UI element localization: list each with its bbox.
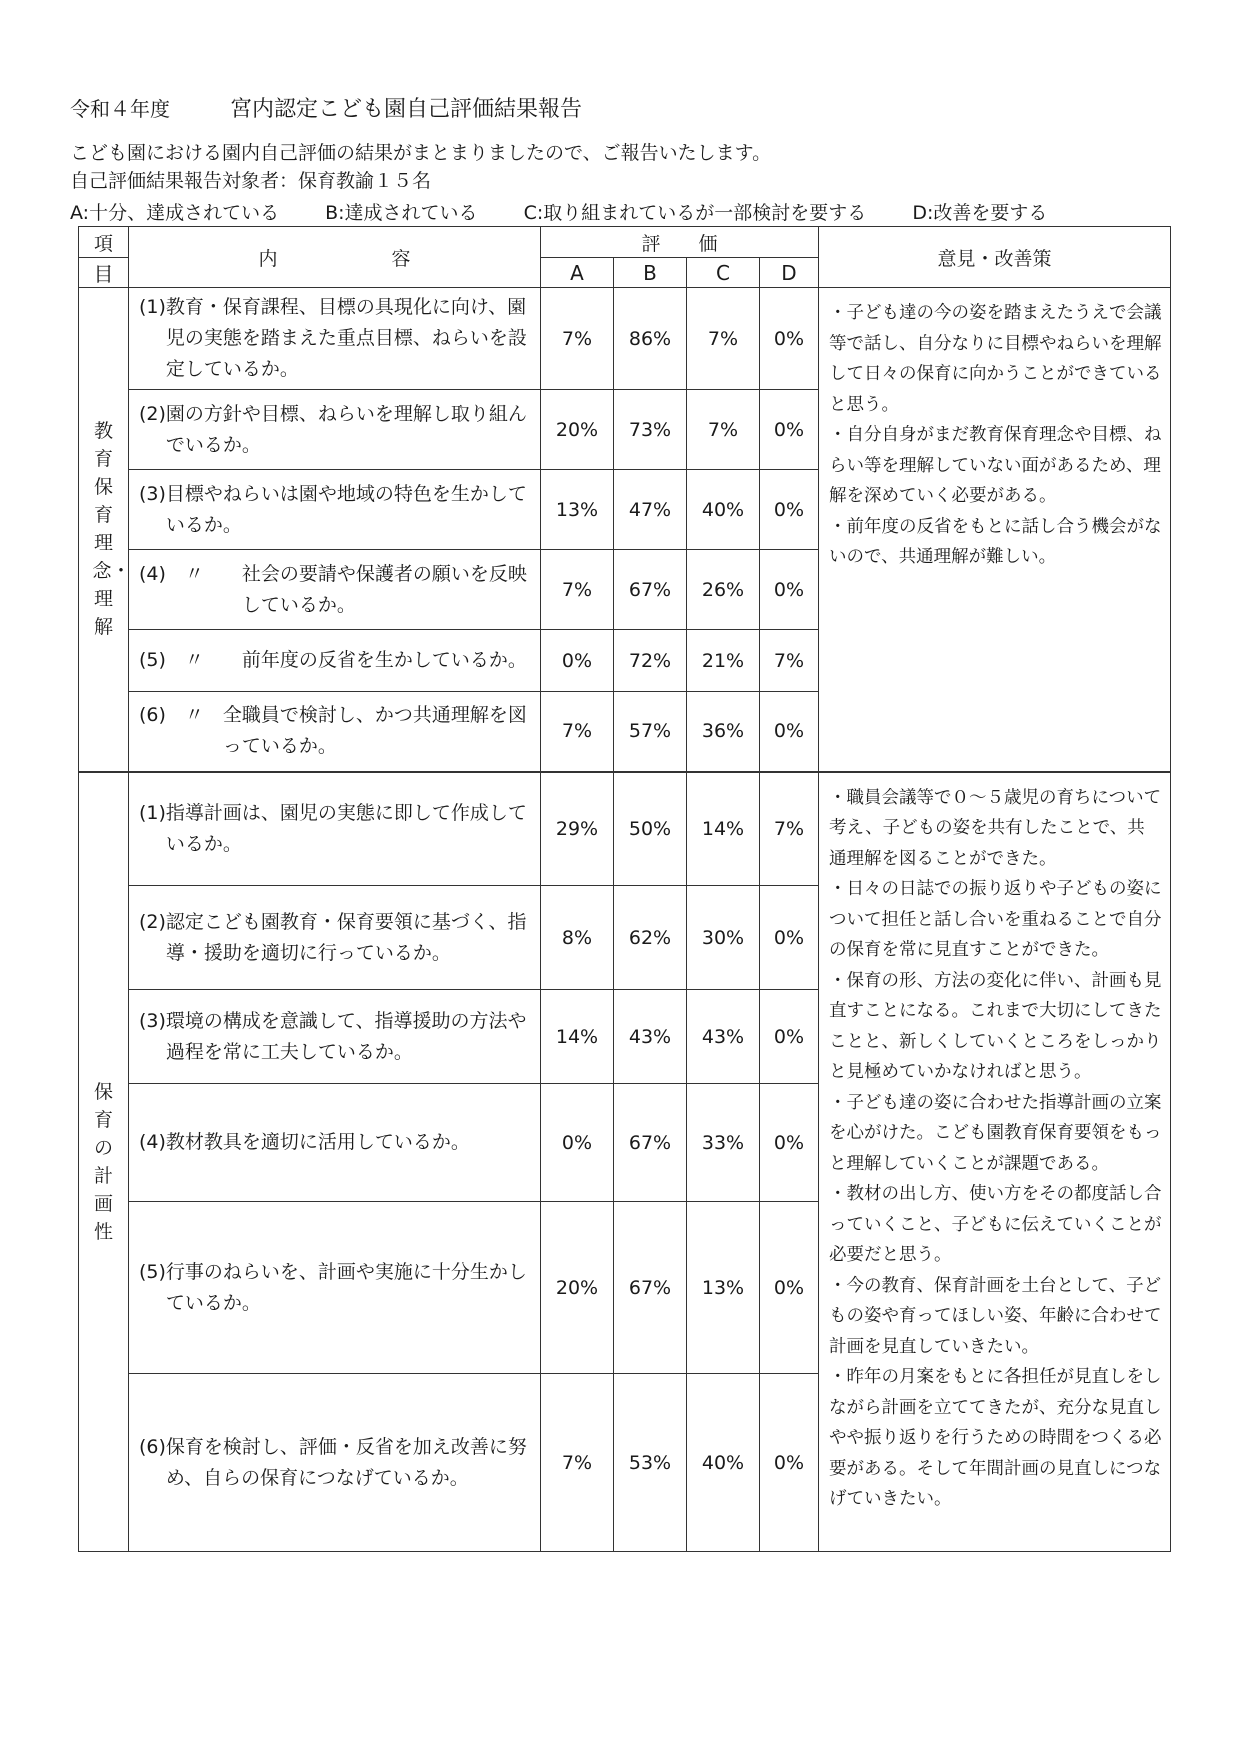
rating-d-value: 0% [760, 1202, 819, 1374]
item-text: 全職員で検討し、かつ共通理解を図っているか。 [222, 704, 527, 758]
col-header-b: B [614, 258, 687, 288]
item-text: 目標やねらいは園や地域の特色を生かしているか。 [165, 482, 527, 536]
table-row [79, 772, 1171, 886]
opinion-text: ・日々の日誌での振り返りや子どもの姿について担任と話し合いを重ねることで自分の保育を常に見直すことができた。 [829, 879, 1162, 960]
rating-c-value: 33% [687, 1084, 760, 1202]
rating-b-value: 53% [614, 1374, 687, 1552]
legend-b: B:達成されている [325, 202, 478, 224]
intro-text: こども園における園内自己評価の結果がまとまりましたので、ご報告いたします。 [70, 142, 772, 164]
opinion-text: ・昨年の月案をもとに各担任が見直しをしながら計画を立ててきたが、充分な見直しやや振り返りを行うための時間をつくる必要がある。そして年間計画の見直しにつなげていきたい。 [829, 1367, 1162, 1509]
opinion-cell [819, 772, 1171, 1552]
col-header-d: D [760, 258, 819, 288]
rating-d-value: 0% [760, 1084, 819, 1202]
item-number: (1) [139, 296, 166, 318]
rating-d-value: 0% [760, 990, 819, 1084]
item-text: 前年度の反省を生かしているか。 [241, 649, 527, 671]
rating-a-value: 0% [541, 630, 614, 692]
item-cell [129, 692, 541, 772]
evaluation-header: 評 価 [541, 227, 819, 258]
rating-c-value: 7% [687, 390, 760, 470]
rating-c-value: 13% [687, 1202, 760, 1374]
item-cell [129, 550, 541, 630]
item-text: 教育・保育課程、目標の具現化に向け、園児の実態を踏まえた重点目標、ねらいを設定しているか。 [165, 296, 527, 380]
fiscal-year: 令和４年度 [70, 97, 170, 121]
item-number: (5) 〃 [139, 649, 242, 671]
item-cell [129, 886, 541, 990]
item-text: 教材教具を適切に活用しているか。 [165, 1131, 470, 1153]
item-cell [129, 630, 541, 692]
rating-b-value: 72% [614, 630, 687, 692]
item-cell [129, 470, 541, 550]
item-number: (2) [139, 910, 166, 933]
rating-a-value: 20% [541, 390, 614, 470]
item-text: 保育を検討し、評価・反省を加え改善に努め、自らの保育につなげているか。 [165, 1435, 527, 1489]
category-header-bottom: 目 [79, 258, 129, 288]
rating-d-value: 7% [760, 772, 819, 886]
target-text: 自己評価結果報告対象者：保育教諭１５名 [70, 170, 432, 192]
rating-legend [70, 198, 1087, 225]
rating-b-value: 67% [614, 550, 687, 630]
item-cell [129, 1084, 541, 1202]
rating-a-value: 0% [541, 1084, 614, 1202]
rating-c-value: 40% [687, 1374, 760, 1552]
rating-a-value: 7% [541, 288, 614, 390]
rating-a-value: 8% [541, 886, 614, 990]
legend-c: C:取り組まれているが一部検討を要する [523, 202, 867, 224]
item-cell [129, 1202, 541, 1374]
rating-b-value: 47% [614, 470, 687, 550]
rating-c-value: 43% [687, 990, 760, 1084]
rating-d-value: 0% [760, 886, 819, 990]
rating-b-value: 73% [614, 390, 687, 470]
opinion-text: ・子ども達の姿に合わせた指導計画の立案を心がけた。こども園教育保育要領をもっと理解していくことが課題である。 [829, 1092, 1162, 1174]
rating-d-value: 0% [760, 550, 819, 630]
opinion-text: ・職員会議等で０～５歳児の育ちについて考え、子どもの姿を共有したことで、共通理解を図ることができた。 [829, 787, 1162, 869]
report-title: 宮内認定こども園自己評価結果報告 [230, 97, 583, 122]
rating-b-value: 86% [614, 288, 687, 390]
rating-a-value: 7% [541, 550, 614, 630]
category-header-top: 項 [79, 227, 129, 258]
rating-a-value: 13% [541, 470, 614, 550]
legend-a: A:十分、達成されている [70, 202, 280, 224]
content-header: 内 容 [129, 227, 541, 288]
category-cell [79, 772, 129, 1552]
item-number: (6) [139, 1435, 166, 1458]
evaluation-table [78, 226, 1171, 1552]
rating-c-value: 7% [687, 288, 760, 390]
rating-d-value: 0% [760, 692, 819, 772]
rating-a-value: 14% [541, 990, 614, 1084]
rating-d-value: 7% [760, 630, 819, 692]
report-title-line [70, 92, 582, 123]
opinion-text: ・子ども達の今の姿を踏まえたうえで会議等で話し、自分なりに目標やねらいを理解して日々の保育に向かうことができていると思う。 [829, 303, 1162, 415]
item-number: (2) [139, 402, 166, 425]
opinion-text: ・教材の出し方、使い方をその都度話し合っていくこと、子どもに伝えていくことが必要だと思う。 [829, 1184, 1162, 1265]
item-text: 指導計画は、園児の実態に即して作成しているか。 [165, 801, 527, 855]
rating-c-value: 21% [687, 630, 760, 692]
item-number: (3) [139, 482, 166, 505]
item-number: (5) [139, 1260, 166, 1283]
rating-d-value: 0% [760, 288, 819, 390]
item-text: 認定こども園教育・保育要領に基づく、指導・援助を適切に行っているか。 [165, 910, 527, 964]
rating-b-value: 50% [614, 772, 687, 886]
item-number: (4) [139, 1131, 166, 1153]
item-text: 環境の構成を意識して、指導援助の方法や過程を常に工夫しているか。 [165, 1009, 527, 1063]
opinion-text: ・今の教育、保育計画を土台として、子どもの姿や育ってほしい姿、年齢に合わせて計画を見直していきたい。 [829, 1275, 1162, 1357]
rating-c-value: 36% [687, 692, 760, 772]
opinion-text: ・前年度の反省をもとに話し合う機会がないので、共通理解が難しい。 [829, 516, 1162, 567]
rating-d-value: 0% [760, 390, 819, 470]
rating-c-value: 40% [687, 470, 760, 550]
item-number: (6) 〃 [139, 704, 223, 727]
col-header-c: C [687, 258, 760, 288]
col-header-a: A [541, 258, 614, 288]
item-cell [129, 288, 541, 390]
rating-d-value: 0% [760, 1374, 819, 1552]
opinion-header: 意見・改善策 [819, 227, 1171, 288]
rating-b-value: 57% [614, 692, 687, 772]
item-cell [129, 772, 541, 886]
item-number: (4) 〃 [139, 562, 242, 585]
item-cell [129, 990, 541, 1084]
item-text: 行事のねらいを、計画や実施に十分生かしているか。 [165, 1260, 527, 1314]
opinion-text: ・保育の形、方法の変化に伴い、計画も見直すことになる。これまで大切にしてきたことと、新しくしていくところをしっかりと見極めていかなければと思う。 [829, 970, 1162, 1082]
category-label: 教育保育理念・理解 [92, 420, 131, 639]
item-text: 園の方針や目標、ねらいを理解し取り組んでいるか。 [165, 402, 527, 456]
item-cell [129, 390, 541, 470]
legend-d: D:改善を要する [912, 202, 1048, 224]
item-number: (1) [139, 801, 166, 824]
item-text: 社会の要請や保護者の願いを反映しているか。 [241, 562, 527, 616]
rating-b-value: 67% [614, 1084, 687, 1202]
rating-c-value: 26% [687, 550, 760, 630]
item-number: (3) [139, 1009, 166, 1032]
rating-c-value: 30% [687, 886, 760, 990]
rating-a-value: 29% [541, 772, 614, 886]
rating-a-value: 7% [541, 692, 614, 772]
rating-b-value: 67% [614, 1202, 687, 1374]
rating-c-value: 14% [687, 772, 760, 886]
rating-b-value: 43% [614, 990, 687, 1084]
rating-d-value: 0% [760, 470, 819, 550]
rating-b-value: 62% [614, 886, 687, 990]
category-cell [79, 288, 129, 772]
opinion-text: ・自分自身がまだ教育保育理念や目標、ねらい等を理解していない面があるため、理解を深めていく必要がある。 [829, 425, 1162, 506]
rating-a-value: 20% [541, 1202, 614, 1374]
table-row [79, 288, 1171, 390]
item-cell [129, 1374, 541, 1552]
opinion-cell [819, 288, 1171, 772]
rating-a-value: 7% [541, 1374, 614, 1552]
category-label: 保育の計画性 [93, 1080, 113, 1243]
